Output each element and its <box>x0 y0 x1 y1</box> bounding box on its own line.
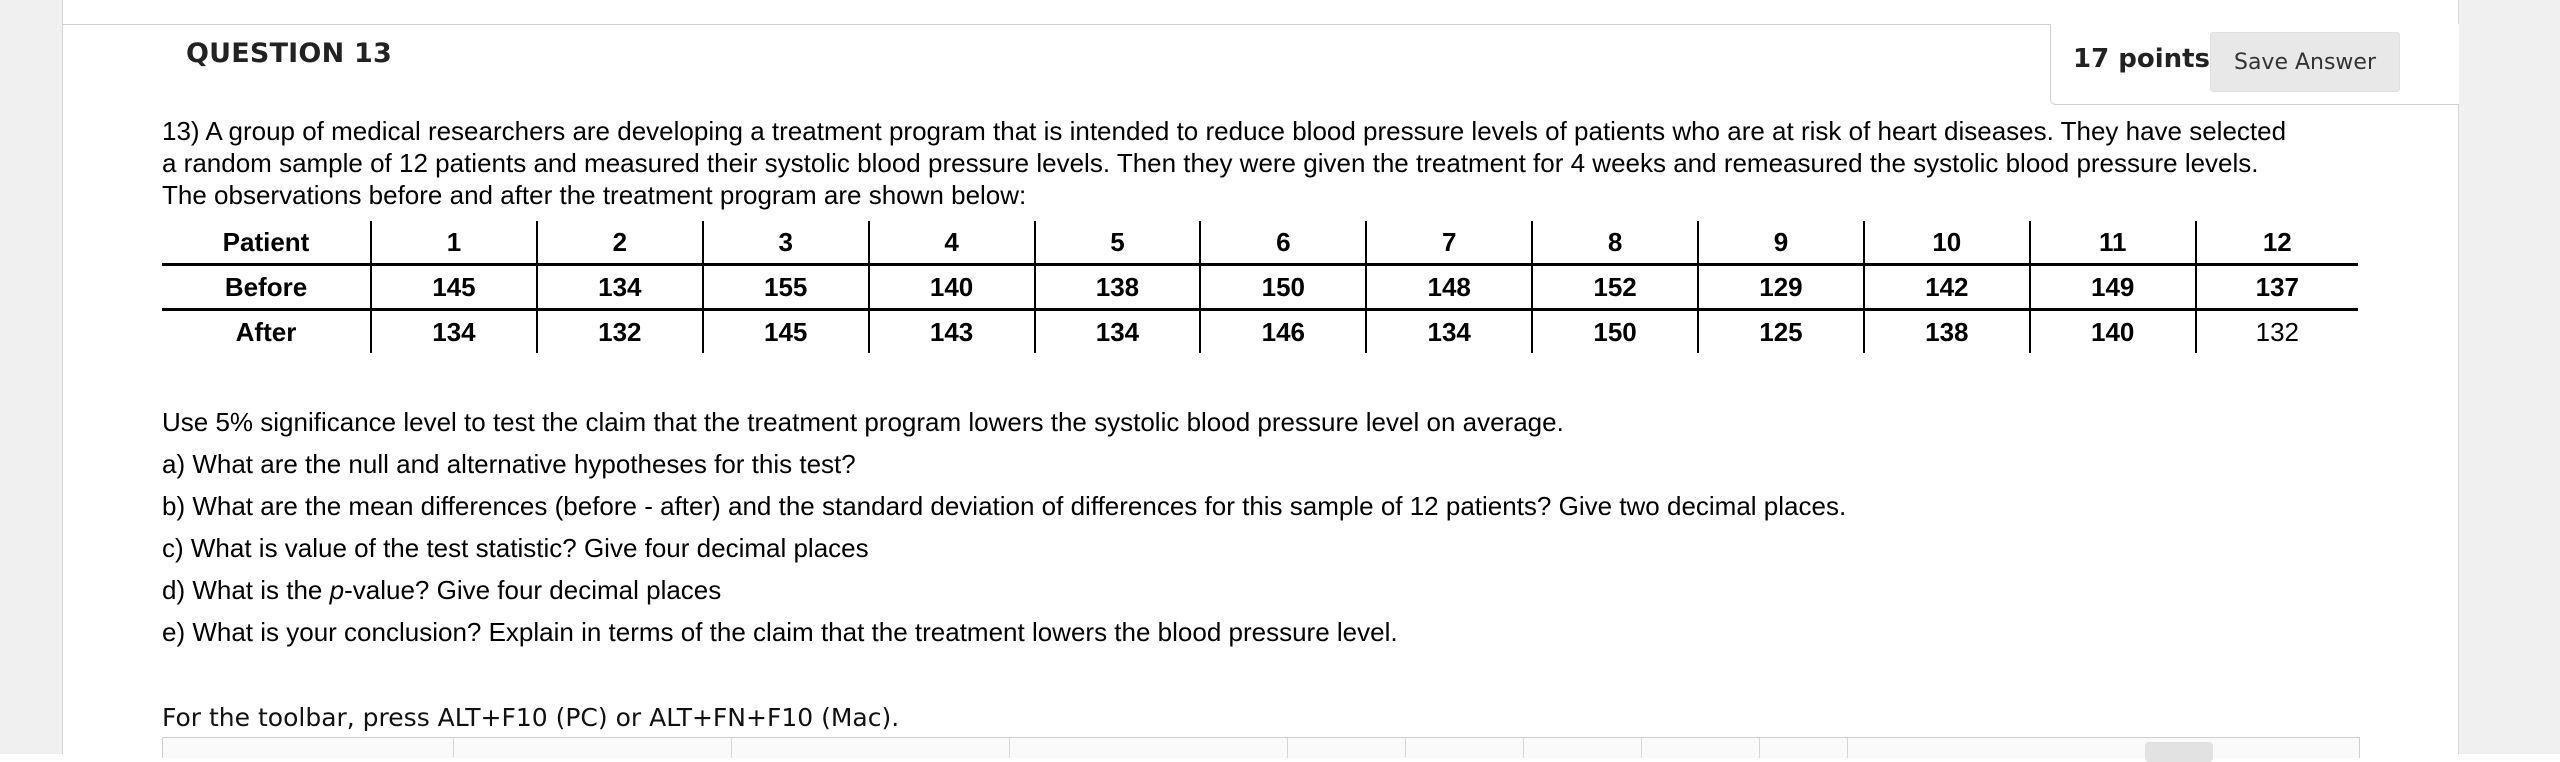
intro-line: a random sample of 12 patients and measured their systolic blood pressure levels. Then they were given the treatment for 4 weeks and remeasured the systolic blood pressure levels. <box>162 148 2259 178</box>
table-cell: 145 <box>703 310 869 354</box>
table-cell: 155 <box>703 265 869 310</box>
table-cell: 149 <box>2030 265 2196 310</box>
intro-line: The observations before and after the treatment program are shown below: <box>162 180 1027 210</box>
patient-number: 1 <box>371 221 537 265</box>
question-part-d <box>162 572 1846 614</box>
toolbar-separator <box>731 738 732 758</box>
patient-number: 2 <box>537 221 703 265</box>
right-gutter <box>2458 0 2560 754</box>
toolbar-separator <box>1009 738 1010 758</box>
patient-number: 7 <box>1366 221 1532 265</box>
question-part-d-italic: p <box>329 575 345 605</box>
patient-number: 3 <box>703 221 869 265</box>
table-cell: 134 <box>1366 310 1532 354</box>
table-cell: 145 <box>371 265 537 310</box>
patient-number: 10 <box>1864 221 2030 265</box>
table-cell: 138 <box>1864 310 2030 354</box>
table-cell: 150 <box>1532 310 1698 354</box>
question-part-c: c) What is value of the test statistic? Give four decimal places <box>162 533 869 563</box>
toolbar-separator <box>1523 738 1524 758</box>
points-panel <box>2050 24 2459 105</box>
table-cell: 148 <box>1366 265 1532 310</box>
table-cell: 132 <box>537 310 703 354</box>
question-part-d-suffix: -value? Give four decimal places <box>344 575 722 605</box>
patient-number: 4 <box>869 221 1035 265</box>
patient-number: 6 <box>1200 221 1366 265</box>
table-cell: 132 <box>2196 310 2358 354</box>
toolbar-separator <box>1759 738 1760 758</box>
table-cell: 146 <box>1200 310 1366 354</box>
left-gutter <box>0 0 63 754</box>
patient-number: 11 <box>2030 221 2196 265</box>
question-part-e: e) What is your conclusion? Explain in terms of the claim that the treatment lowers the blood pressure level. <box>162 617 1398 647</box>
table-cell: 140 <box>2030 310 2196 354</box>
question-parts <box>162 404 1846 656</box>
table-row-before <box>162 265 2358 310</box>
table-cell: 125 <box>1698 310 1864 354</box>
table-header-row <box>162 221 2358 265</box>
question-instruction: Use 5% significance level to test the claim that the treatment program lowers the systolic blood pressure level on average. <box>162 407 1564 437</box>
patient-number: 9 <box>1698 221 1864 265</box>
save-answer-button[interactable]: Save Answer <box>2210 32 2400 92</box>
toolbar-separator <box>1641 738 1642 758</box>
blood-pressure-table <box>162 221 2358 353</box>
toolbar-separator <box>1847 738 1848 758</box>
table-cell: 150 <box>1200 265 1366 310</box>
table-row-after <box>162 310 2358 354</box>
table-header-label: Patient <box>162 221 371 265</box>
table-cell: 137 <box>2196 265 2358 310</box>
patient-number: 12 <box>2196 221 2358 265</box>
patient-number: 5 <box>1035 221 1201 265</box>
row-label-before: Before <box>162 265 371 310</box>
table-cell: 129 <box>1698 265 1864 310</box>
table-cell: 143 <box>869 310 1035 354</box>
toolbar-hint: For the toolbar, press ALT+F10 (PC) or ALT+FN+F10 (Mac). <box>162 703 900 732</box>
question-title: QUESTION 13 <box>186 38 392 69</box>
points-label: 17 points <box>2073 44 2211 74</box>
question-part-a: a) What are the null and alternative hypotheses for this test? <box>162 449 856 479</box>
table-cell: 142 <box>1864 265 2030 310</box>
question-part-d-prefix: d) What is the <box>162 575 330 605</box>
table-cell: 152 <box>1532 265 1698 310</box>
table-cell: 134 <box>371 310 537 354</box>
table-cell: 134 <box>1035 310 1201 354</box>
table-cell: 134 <box>537 265 703 310</box>
patient-number: 8 <box>1532 221 1698 265</box>
editor-toolbar[interactable] <box>162 737 2360 758</box>
toolbar-button[interactable] <box>2145 742 2213 762</box>
intro-line: 13) A group of medical researchers are developing a treatment program that is intended to reduce blood pressure levels of patients who are at risk of heart diseases. They have selected <box>162 116 2287 146</box>
toolbar-separator <box>1405 738 1406 758</box>
question-part-b: b) What are the mean differences (before - after) and the standard deviation of differences for this sample of 12 patients? Give two decimal places. <box>162 491 1847 521</box>
toolbar-separator <box>453 738 454 758</box>
table-cell: 140 <box>869 265 1035 310</box>
table-cell: 138 <box>1035 265 1201 310</box>
question-intro <box>162 115 2362 211</box>
toolbar-separator <box>1287 738 1288 758</box>
row-label-after: After <box>235 316 297 347</box>
